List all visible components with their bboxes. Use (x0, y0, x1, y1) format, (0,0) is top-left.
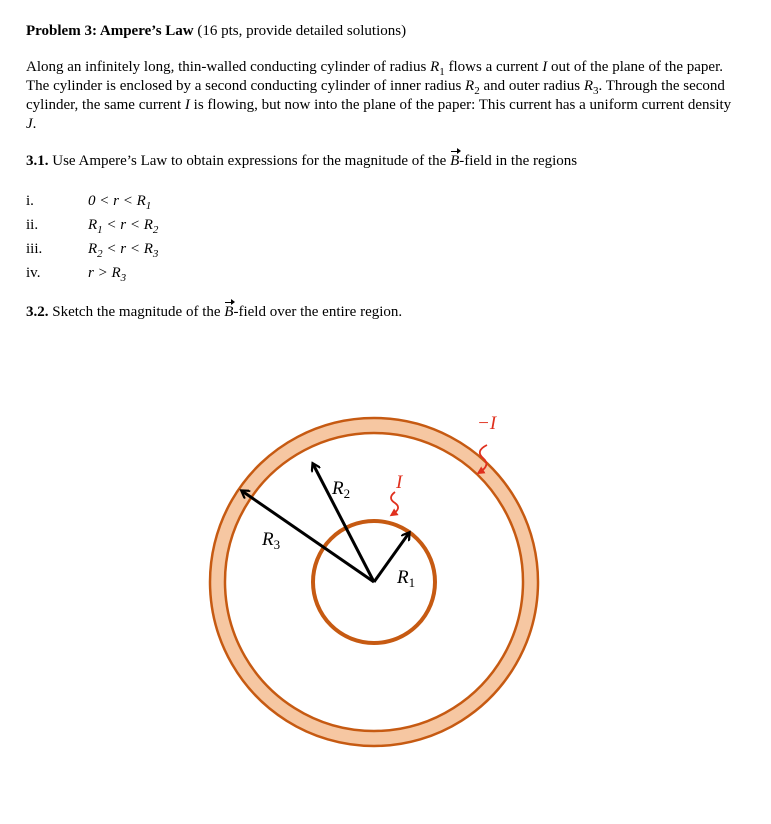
task-text: -field over the entire region. (233, 304, 403, 320)
task-text: -field in the regions (459, 153, 578, 169)
region-expr-subscript: 2 (97, 248, 103, 260)
region-expr-part: R (88, 217, 98, 233)
inner-current-marker-icon (391, 492, 398, 514)
intro-text: out of the plane of the paper. The cylinder is enclosed by a second conducting cylinder of inner radius (26, 59, 723, 94)
r3-label (261, 529, 280, 552)
region-expr-part: R (88, 241, 98, 257)
r1-label-subscript: 1 (408, 575, 416, 590)
intro-text: flows a current (444, 59, 543, 75)
intro-text: and outer radius (479, 78, 584, 94)
region-expr-part: < r < R (102, 217, 153, 233)
region-label: ii. (26, 217, 39, 233)
region-expr-part: 0 < r < R (88, 193, 146, 209)
region-expr-part: r > R (88, 265, 121, 281)
region-expr-subscript: 3 (152, 248, 159, 260)
r2-label-subscript: 2 (343, 486, 351, 501)
task-text: Use Ampere’s Law to obtain expressions for the magnitude of the (48, 153, 451, 169)
problem-title: Problem 3: Ampere’s Law (26, 23, 194, 39)
symbol-r2: R (465, 78, 475, 94)
r3-label-subscript: 3 (273, 537, 281, 552)
outer-current-label: −I (477, 413, 497, 434)
b-field-vector-symbol: B (224, 304, 234, 320)
symbol-r2-subscript: 2 (474, 85, 480, 97)
symbol-current-density: J (26, 116, 33, 132)
region-label: iii. (26, 241, 43, 257)
problem-points-note: (16 pts, provide detailed solutions) (197, 23, 407, 39)
r1-label-letter: R (397, 567, 409, 588)
r1-label (396, 567, 415, 590)
symbol-r3-subscript: 3 (593, 85, 599, 97)
intro-text: . Through the second cylinder, the same current (26, 78, 725, 113)
intro-text: Along an infinitely long, thin-walled conducting cylinder of radius (26, 59, 431, 75)
region-label: iv. (26, 265, 41, 281)
task-number: 3.1. (26, 153, 49, 169)
inner-current-label: I (396, 472, 403, 493)
region-expr-part: < r < R (102, 241, 153, 257)
task-text: Sketch the magnitude of the (48, 304, 225, 320)
b-field-vector-symbol: B (450, 153, 460, 169)
region-expr-subscript: 1 (145, 200, 152, 212)
region-label: i. (26, 193, 34, 209)
r2-label (331, 478, 350, 501)
r3-label-letter: R (262, 529, 274, 550)
intro-text: . (32, 116, 37, 132)
symbol-r1: R (430, 59, 440, 75)
symbol-current: I (184, 97, 190, 113)
region-expr-subscript: 3 (120, 272, 127, 284)
symbol-current: I (542, 59, 548, 75)
intro-text: is flowing, but now into the plane of the paper: This current has a uniform current density (189, 97, 732, 113)
task-number: 3.2. (26, 304, 49, 320)
r2-label-letter: R (332, 478, 344, 499)
symbol-r1-subscript: 1 (439, 66, 445, 78)
symbol-r3: R (583, 78, 594, 94)
region-expr-subscript: 2 (152, 224, 159, 236)
region-expr-subscript: 1 (97, 224, 103, 236)
